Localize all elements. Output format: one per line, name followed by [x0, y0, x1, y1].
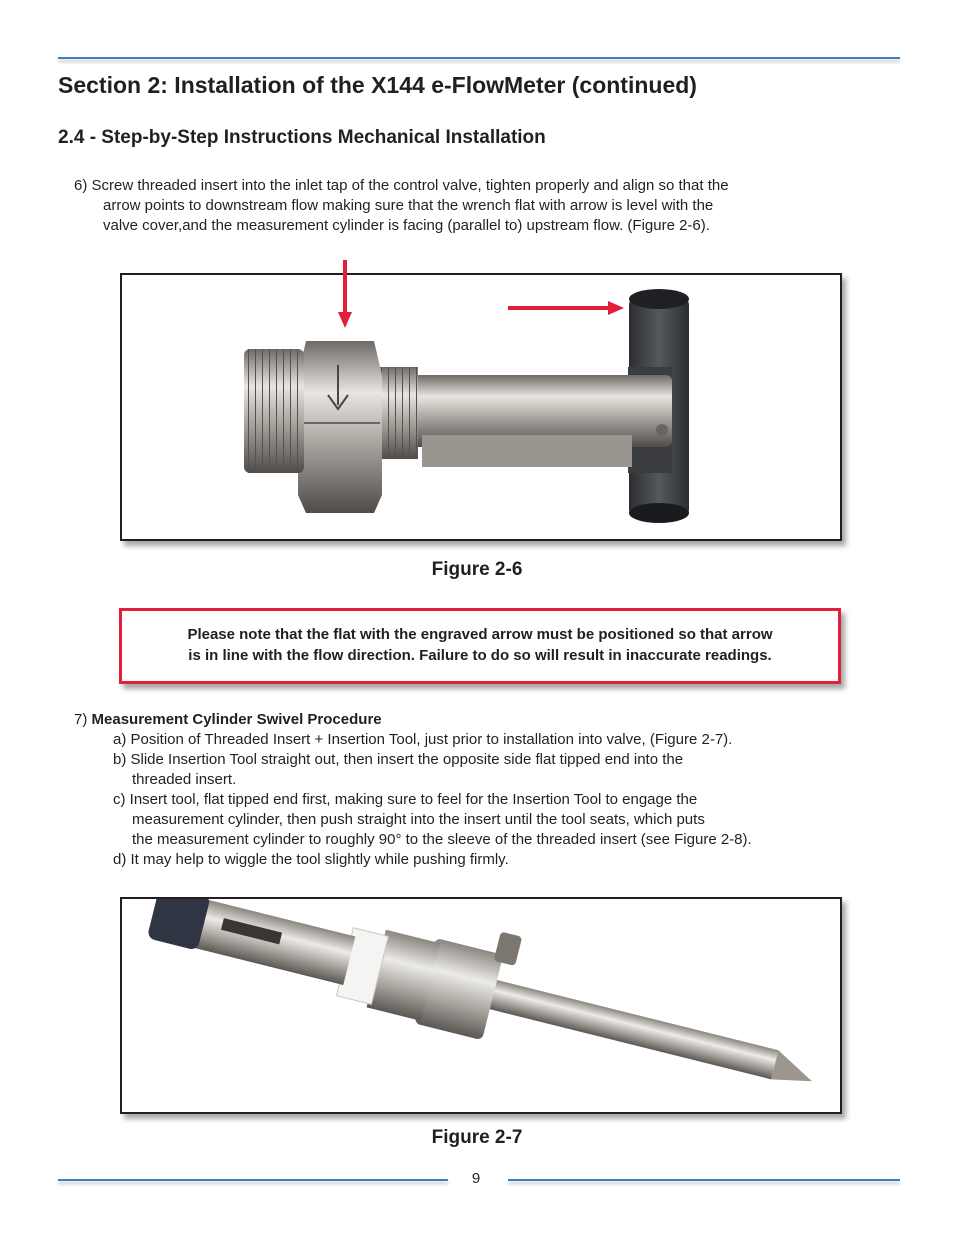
figure-2-6-image — [120, 273, 842, 541]
note-line-1: Please note that the flat with the engraved arrow must be positioned so that arrow — [187, 626, 773, 643]
figure-2-7-image — [120, 897, 842, 1114]
step-7-number: 7) — [74, 711, 92, 728]
section-title: Section 2: Installation of the X144 e-FlowMeter (continued) — [58, 72, 697, 98]
step-7 — [74, 710, 894, 870]
step-7d: d) It may help to wiggle the tool slightly while pushing firmly. — [113, 851, 509, 868]
step-7a: a) Position of Threaded Insert + Insertion Tool, just prior to installation into valve, (Figure 2-7). — [113, 731, 733, 748]
step-6-line-1: 6) Screw threaded insert into the inlet tap of the control valve, tighten properly and align so that the — [74, 177, 729, 194]
threaded-insert-photo — [122, 275, 840, 539]
insertion-tool-photo — [122, 899, 840, 1112]
figure-2-7-caption: Figure 2-7 — [431, 1127, 523, 1148]
footer-rule-right — [508, 1179, 900, 1181]
note-line-2: is in line with the flow direction. Failure to do so will result in inaccurate readings. — [188, 647, 772, 664]
step-7c-line-2: measurement cylinder, then push straight into the insert until the tool seats, which puts — [132, 811, 705, 828]
step-7-title: Measurement Cylinder Swivel Procedure — [91, 711, 382, 728]
figure-2-6-caption: Figure 2-6 — [431, 559, 523, 580]
subsection-title: 2.4 - Step-by-Step Instructions Mechanical Installation — [58, 127, 546, 148]
step-7b-line-2: threaded insert. — [132, 771, 237, 788]
step-7-heading — [74, 710, 894, 730]
step-7c-line-3: the measurement cylinder to roughly 90° to the sleeve of the threaded insert (see Figure 2-8). — [132, 831, 752, 848]
step-6-line-2: arrow points to downstream flow making sure that the wrench flat with arrow is level with the — [103, 197, 714, 214]
page-number: 9 — [471, 1170, 481, 1187]
step-7b-line-1: b) Slide Insertion Tool straight out, then insert the opposite side flat tipped end into the — [113, 751, 684, 768]
step-6 — [74, 176, 894, 236]
step-6-line-3: valve cover,and the measurement cylinder is facing (parallel to) upstream flow. (Figure 2-6). — [103, 217, 710, 234]
warning-note — [119, 608, 841, 684]
header-rule — [58, 57, 900, 59]
step-7c-line-1: c) Insert tool, flat tipped end first, making sure to feel for the Insertion Tool to engage the — [113, 791, 698, 808]
footer-rule-left — [58, 1179, 448, 1181]
